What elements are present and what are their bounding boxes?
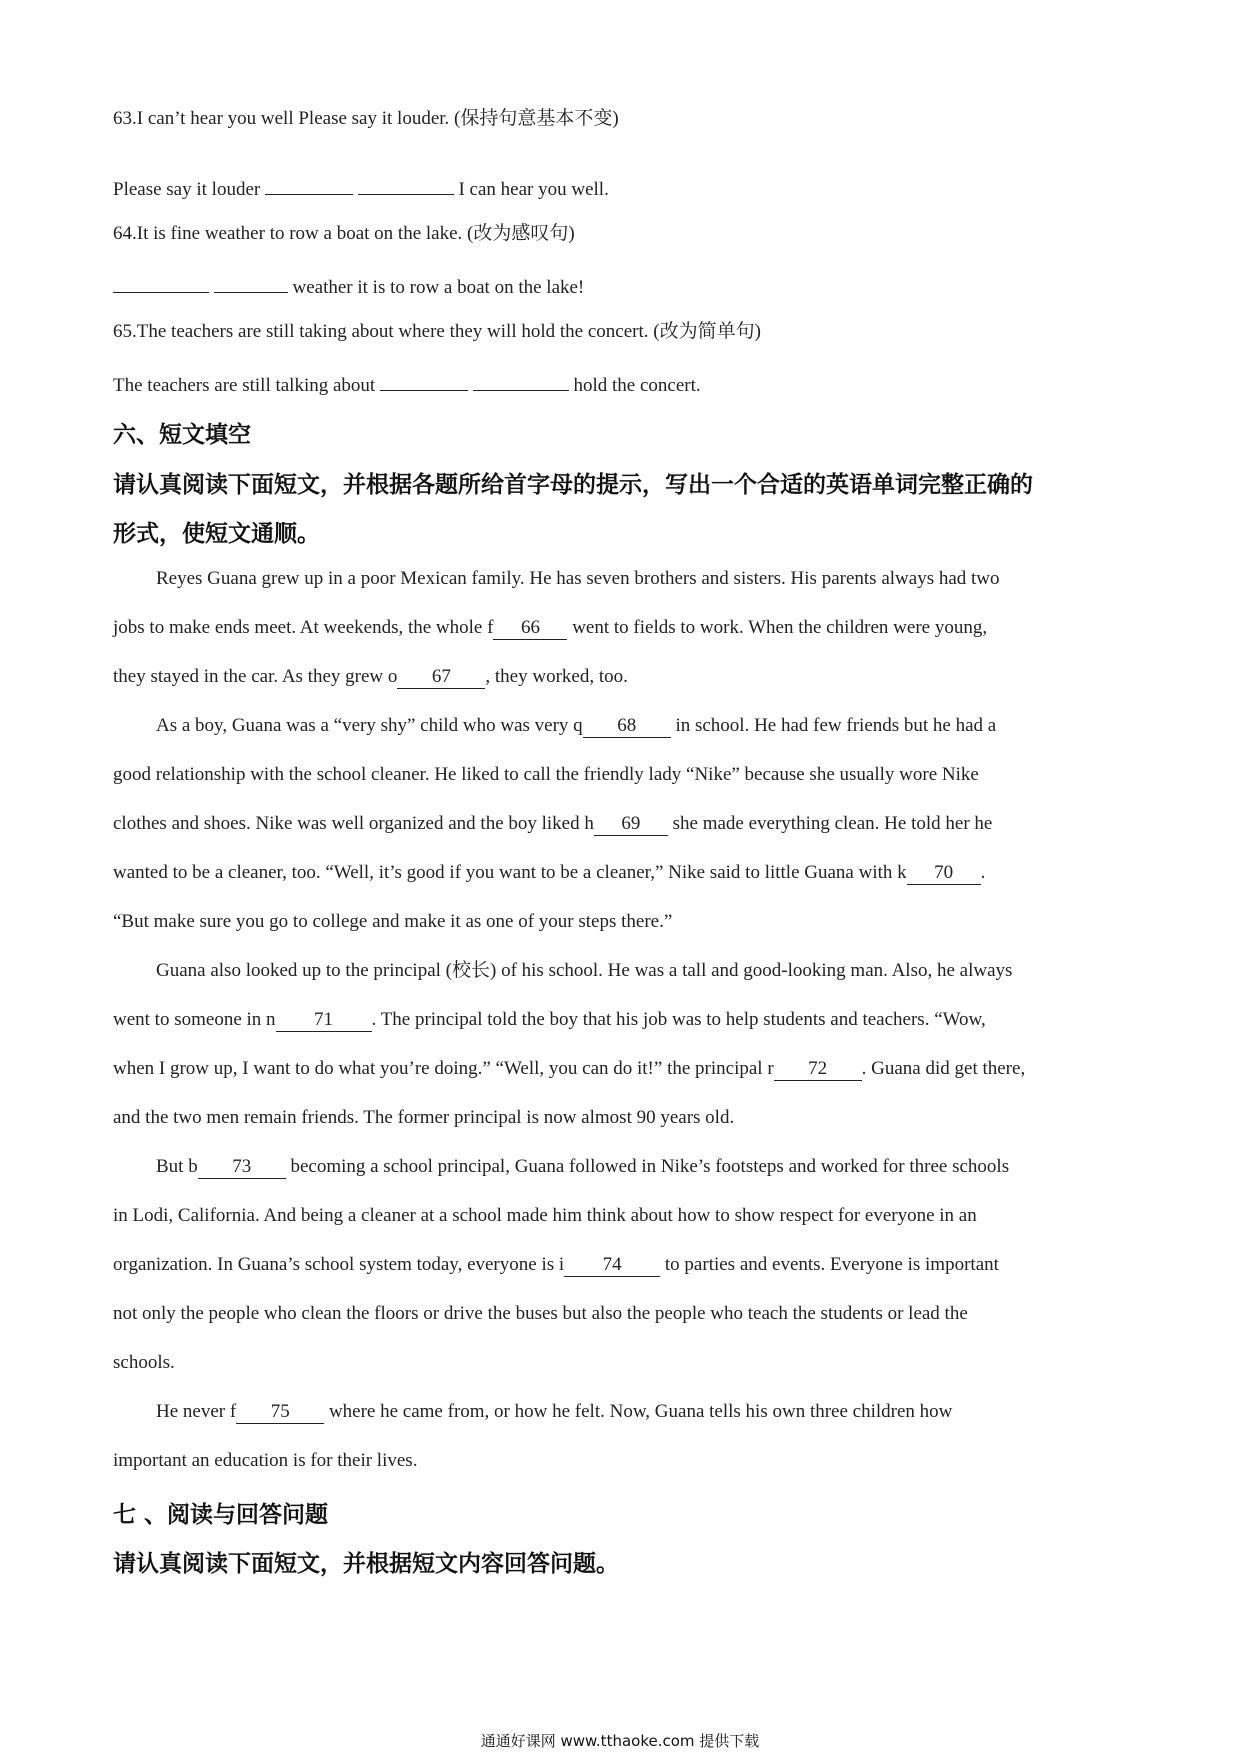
passage-line: Guana also looked up to the principal (校长) of his school. He was a tall and good-looking man. Also, he always <box>156 960 1013 981</box>
q63-answer-post: I can hear you well. <box>453 179 609 200</box>
passage-line <box>113 616 987 640</box>
passage-line: good relationship with the school cleaner. He liked to call the friendly lady “Nike” because she usually wore Nike <box>113 764 979 785</box>
page-footer: 通通好课网 www.tthaoke.com 提供下载 <box>480 1732 760 1750</box>
q65-prompt: 65.The teachers are still taking about where they will hold the concert. (改为简单句) <box>113 321 761 342</box>
passage-line <box>156 1155 1009 1179</box>
q64-blank-1[interactable] <box>113 271 209 293</box>
blank-73[interactable]: 73 <box>198 1157 286 1179</box>
q65-blank-1[interactable] <box>380 369 468 391</box>
q63-blank-2[interactable] <box>358 173 454 195</box>
q63-answer-line <box>113 173 609 202</box>
passage-line: not only the people who clean the floors or drive the buses but also the people who teach the students or lead the <box>113 1303 968 1324</box>
passage-line: in Lodi, California. And being a cleaner at a school made him think about how to show respect for everyone in an <box>113 1205 977 1226</box>
passage-text: when I grow up, I want to do what you’re doing.” “Well, you can do it!” the principal r <box>113 1058 774 1079</box>
q65-answer-pre: The teachers are still talking about <box>113 375 380 396</box>
q63-blank-1[interactable] <box>265 173 353 195</box>
blank-71[interactable]: 71 <box>276 1010 372 1032</box>
q64-answer-post: weather it is to row a boat on the lake! <box>287 277 585 298</box>
blank-70[interactable]: 70 <box>907 863 981 885</box>
section6-instruction-line1: 请认真阅读下面短文，并根据各题所给首字母的提示，写出一个合适的英语单词完整正确的 <box>113 472 1033 498</box>
blank-67[interactable]: 67 <box>397 667 485 689</box>
passage-line: schools. <box>113 1352 175 1373</box>
q63-prompt: 63.I can’t hear you well Please say it louder. (保持句意基本不变) <box>113 108 619 129</box>
blank-68[interactable]: 68 <box>583 716 671 738</box>
passage-line <box>113 665 628 689</box>
passage-text: went to someone in n <box>113 1009 276 1030</box>
q64-answer-line <box>113 271 584 300</box>
passage-text: she made everything clean. He told her he <box>667 813 993 834</box>
section7-heading: 七 、阅读与回答问题 <box>113 1502 329 1528</box>
passage-line: and the two men remain friends. The former principal is now almost 90 years old. <box>113 1107 735 1128</box>
passage-line <box>113 1008 986 1032</box>
q63-answer-pre: Please say it louder <box>113 179 265 200</box>
section7-instruction: 请认真阅读下面短文，并根据短文内容回答问题。 <box>113 1551 619 1577</box>
blank-72[interactable]: 72 <box>774 1059 862 1081</box>
passage-line <box>156 714 996 738</box>
passage-text: clothes and shoes. Nike was well organized and the boy liked h <box>113 813 594 834</box>
passage-text: went to fields to work. When the children were young, <box>567 617 988 638</box>
passage-line: “But make sure you go to college and make it as one of your steps there.” <box>113 911 673 932</box>
passage-text: organization. In Guana’s school system today, everyone is i <box>113 1254 565 1275</box>
passage-text: to parties and events. Everyone is important <box>660 1254 999 1275</box>
passage-text: , they worked, too. <box>485 666 628 687</box>
passage-line <box>113 1057 1025 1081</box>
passage-line <box>113 812 992 836</box>
passage-text: they stayed in the car. As they grew o <box>113 666 398 687</box>
passage-line <box>156 1400 952 1424</box>
passage-text: wanted to be a cleaner, too. “Well, it’s good if you want to be a cleaner,” Nike said to little Guana with k <box>113 862 907 883</box>
passage-text: becoming a school principal, Guana followed in Nike’s footsteps and worked for three schools <box>285 1156 1010 1177</box>
section6-heading: 六、短文填空 <box>113 422 251 448</box>
passage-text: in school. He had few friends but he had a <box>670 715 997 736</box>
passage-line: important an education is for their lives. <box>113 1450 418 1471</box>
passage-text: . <box>980 862 986 883</box>
q64-prompt: 64.It is fine weather to row a boat on the lake. (改为感叹句) <box>113 223 575 244</box>
q65-answer-line <box>113 369 701 398</box>
passage-text: . Guana did get there, <box>861 1058 1026 1079</box>
passage-text: He never f <box>156 1401 237 1422</box>
passage-line: Reyes Guana grew up in a poor Mexican family. He has seven brothers and sisters. His parents always had two <box>156 568 1000 589</box>
q64-blank-2[interactable] <box>214 271 288 293</box>
blank-74[interactable]: 74 <box>564 1255 660 1277</box>
passage-text: jobs to make ends meet. At weekends, the whole f <box>113 617 494 638</box>
passage-text: But b <box>156 1156 198 1177</box>
blank-66[interactable]: 66 <box>493 618 567 640</box>
q65-answer-post: hold the concert. <box>568 375 701 396</box>
blank-75[interactable]: 75 <box>236 1402 324 1424</box>
passage-text: As a boy, Guana was a “very shy” child who was very q <box>156 715 583 736</box>
passage-line <box>113 861 985 885</box>
q65-blank-2[interactable] <box>473 369 569 391</box>
blank-69[interactable]: 69 <box>594 814 668 836</box>
passage-text: . The principal told the boy that his job was to help students and teachers. “Wow, <box>371 1009 986 1030</box>
passage-line <box>113 1253 999 1277</box>
section6-instruction-line2: 形式，使短文通顺。 <box>113 521 320 547</box>
passage-text: where he came from, or how he felt. Now, Guana tells his own three children how <box>324 1401 953 1422</box>
